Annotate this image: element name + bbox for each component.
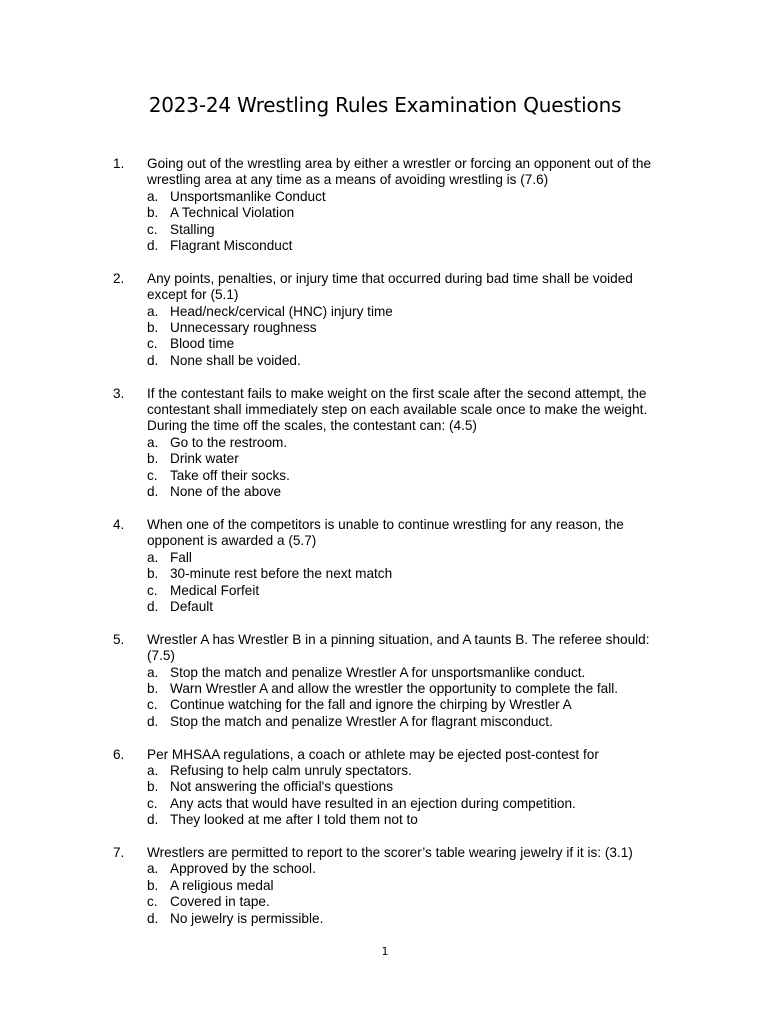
option-text: Warn Wrestler A and allow the wrestler the opportunity to complete the fall. [170, 680, 619, 696]
question-body [147, 156, 667, 254]
answer-option [147, 222, 667, 238]
option-letter: b. [147, 205, 159, 221]
answer-option [147, 336, 667, 352]
answer-option [147, 861, 667, 877]
answer-options [147, 665, 667, 731]
option-letter: b. [147, 320, 159, 336]
option-letter: d. [147, 910, 159, 926]
option-letter: d. [147, 238, 159, 254]
question-number: 6. [113, 746, 125, 762]
question-item [0, 747, 770, 829]
question-text: Wrestlers are permitted to report to the scorer’s table wearing jewelry if it is: (3.1) [147, 844, 633, 860]
answer-option [147, 796, 667, 812]
option-letter: a. [147, 303, 159, 319]
answer-option [147, 812, 667, 828]
option-letter: c. [147, 795, 158, 811]
option-text: A religious medal [170, 877, 274, 893]
option-letter: a. [147, 434, 159, 450]
answer-options [147, 550, 667, 616]
option-text: They looked at me after I told them not to [170, 812, 418, 828]
option-text: No jewelry is permissible. [170, 910, 324, 926]
answer-option [147, 681, 667, 697]
option-letter: b. [147, 566, 159, 582]
option-letter: c. [147, 221, 158, 237]
answer-option [147, 911, 667, 927]
question-text: When one of the competitors is unable to continue wrestling for any reason, the opponent is awarded a (5.7) [147, 516, 624, 549]
option-letter: a. [147, 762, 159, 778]
option-letter: d. [147, 713, 159, 729]
answer-options [147, 861, 667, 927]
question-item [0, 271, 770, 369]
option-text: None shall be voided. [170, 352, 301, 368]
option-text: Take off their socks. [170, 467, 290, 483]
option-text: Stalling [170, 221, 215, 237]
answer-option [147, 353, 667, 369]
page-number: 1 [381, 945, 389, 958]
option-text: Unsportsmanlike Conduct [170, 188, 326, 204]
question-body [147, 747, 667, 829]
option-letter: a. [147, 664, 159, 680]
option-text: None of the above [170, 484, 282, 500]
question-body [147, 517, 667, 615]
option-text: Default [170, 598, 214, 614]
option-letter: d. [147, 812, 159, 828]
answer-option [147, 697, 667, 713]
question-number: 7. [113, 844, 125, 860]
option-text: Medical Forfeit [170, 582, 260, 598]
answer-options [147, 189, 667, 255]
option-letter: a. [147, 549, 159, 565]
answer-option [147, 566, 667, 582]
option-letter: b. [147, 680, 159, 696]
answer-option [147, 320, 667, 336]
question-number: 5. [113, 631, 125, 647]
question-text: Any points, penalties, or injury time that occurred during bad time shall be voided except for (5.1) [147, 270, 633, 303]
option-text: Continue watching for the fall and ignore the chirping by Wrestler A [170, 697, 572, 713]
option-letter: b. [147, 779, 159, 795]
answer-option [147, 583, 667, 599]
answer-option [147, 468, 667, 484]
option-letter: a. [147, 188, 159, 204]
question-number: 4. [113, 516, 125, 532]
page-title: 2023-24 Wrestling Rules Examination Questions [148, 93, 622, 117]
question-item [0, 156, 770, 254]
question-number: 1. [113, 156, 125, 171]
option-text: Head/neck/cervical (HNC) injury time [170, 303, 393, 319]
question-body [147, 386, 667, 501]
answer-option [147, 878, 667, 894]
answer-option [147, 763, 667, 779]
option-text: Fall [170, 549, 192, 565]
answer-option [147, 894, 667, 910]
option-text: Stop the match and penalize Wrestler A for unsportsmanlike conduct. [170, 664, 586, 680]
option-letter: d. [147, 484, 159, 500]
question-number: 2. [113, 270, 125, 286]
option-text: Not answering the official's questions [170, 779, 393, 795]
option-text: Covered in tape. [170, 894, 270, 910]
question-list [0, 156, 770, 943]
answer-option [147, 451, 667, 467]
answer-option [147, 238, 667, 254]
question-number: 3. [113, 385, 125, 401]
answer-options [147, 763, 667, 829]
option-text: 30-minute rest before the next match [170, 566, 393, 582]
answer-option [147, 435, 667, 451]
option-letter: c. [147, 697, 158, 713]
question-item [0, 632, 770, 730]
option-letter: c. [147, 467, 158, 483]
question-item [0, 517, 770, 615]
option-text: Unnecessary roughness [170, 320, 317, 336]
answer-option [147, 779, 667, 795]
answer-option [147, 714, 667, 730]
question-text: Going out of the wrestling area by either a wrestler or forcing an opponent out of the wrestling area at any time as a means of avoiding wrestling is (7.6) [147, 156, 652, 188]
option-letter: b. [147, 451, 159, 467]
question-item [0, 845, 770, 927]
answer-option [147, 550, 667, 566]
option-text: Approved by the school. [170, 861, 316, 877]
answer-option [147, 665, 667, 681]
option-letter: d. [147, 352, 159, 368]
option-text: Blood time [170, 336, 235, 352]
answer-options [147, 435, 667, 501]
option-letter: a. [147, 861, 159, 877]
answer-option [147, 484, 667, 500]
answer-option [147, 189, 667, 205]
question-text: Per MHSAA regulations, a coach or athlete may be ejected post-contest for [147, 746, 599, 762]
question-text: If the contestant fails to make weight on the first scale after the second attempt, the contestant shall immediately step on each available scale once to make the weight. During the time off the scales, the contestant can: (4.5) [147, 385, 648, 434]
option-text: A Technical Violation [170, 205, 295, 221]
answer-option [147, 205, 667, 221]
question-body [147, 271, 667, 369]
question-body [147, 845, 667, 927]
question-text: Wrestler A has Wrestler B in a pinning situation, and A taunts B. The referee should: (7.5) [147, 631, 650, 664]
option-text: Flagrant Misconduct [170, 238, 293, 254]
option-letter: c. [147, 336, 158, 352]
question-body [147, 632, 667, 730]
option-text: Drink water [170, 451, 239, 467]
question-item [0, 386, 770, 501]
option-text: Go to the restroom. [170, 434, 288, 450]
option-letter: d. [147, 598, 159, 614]
option-text: Stop the match and penalize Wrestler A for flagrant misconduct. [170, 713, 553, 729]
option-text: Refusing to help calm unruly spectators. [170, 762, 412, 778]
option-letter: b. [147, 877, 159, 893]
answer-option [147, 599, 667, 615]
option-letter: c. [147, 582, 158, 598]
answer-option [147, 304, 667, 320]
option-letter: c. [147, 894, 158, 910]
answer-options [147, 304, 667, 370]
option-text: Any acts that would have resulted in an ejection during competition. [170, 795, 576, 811]
